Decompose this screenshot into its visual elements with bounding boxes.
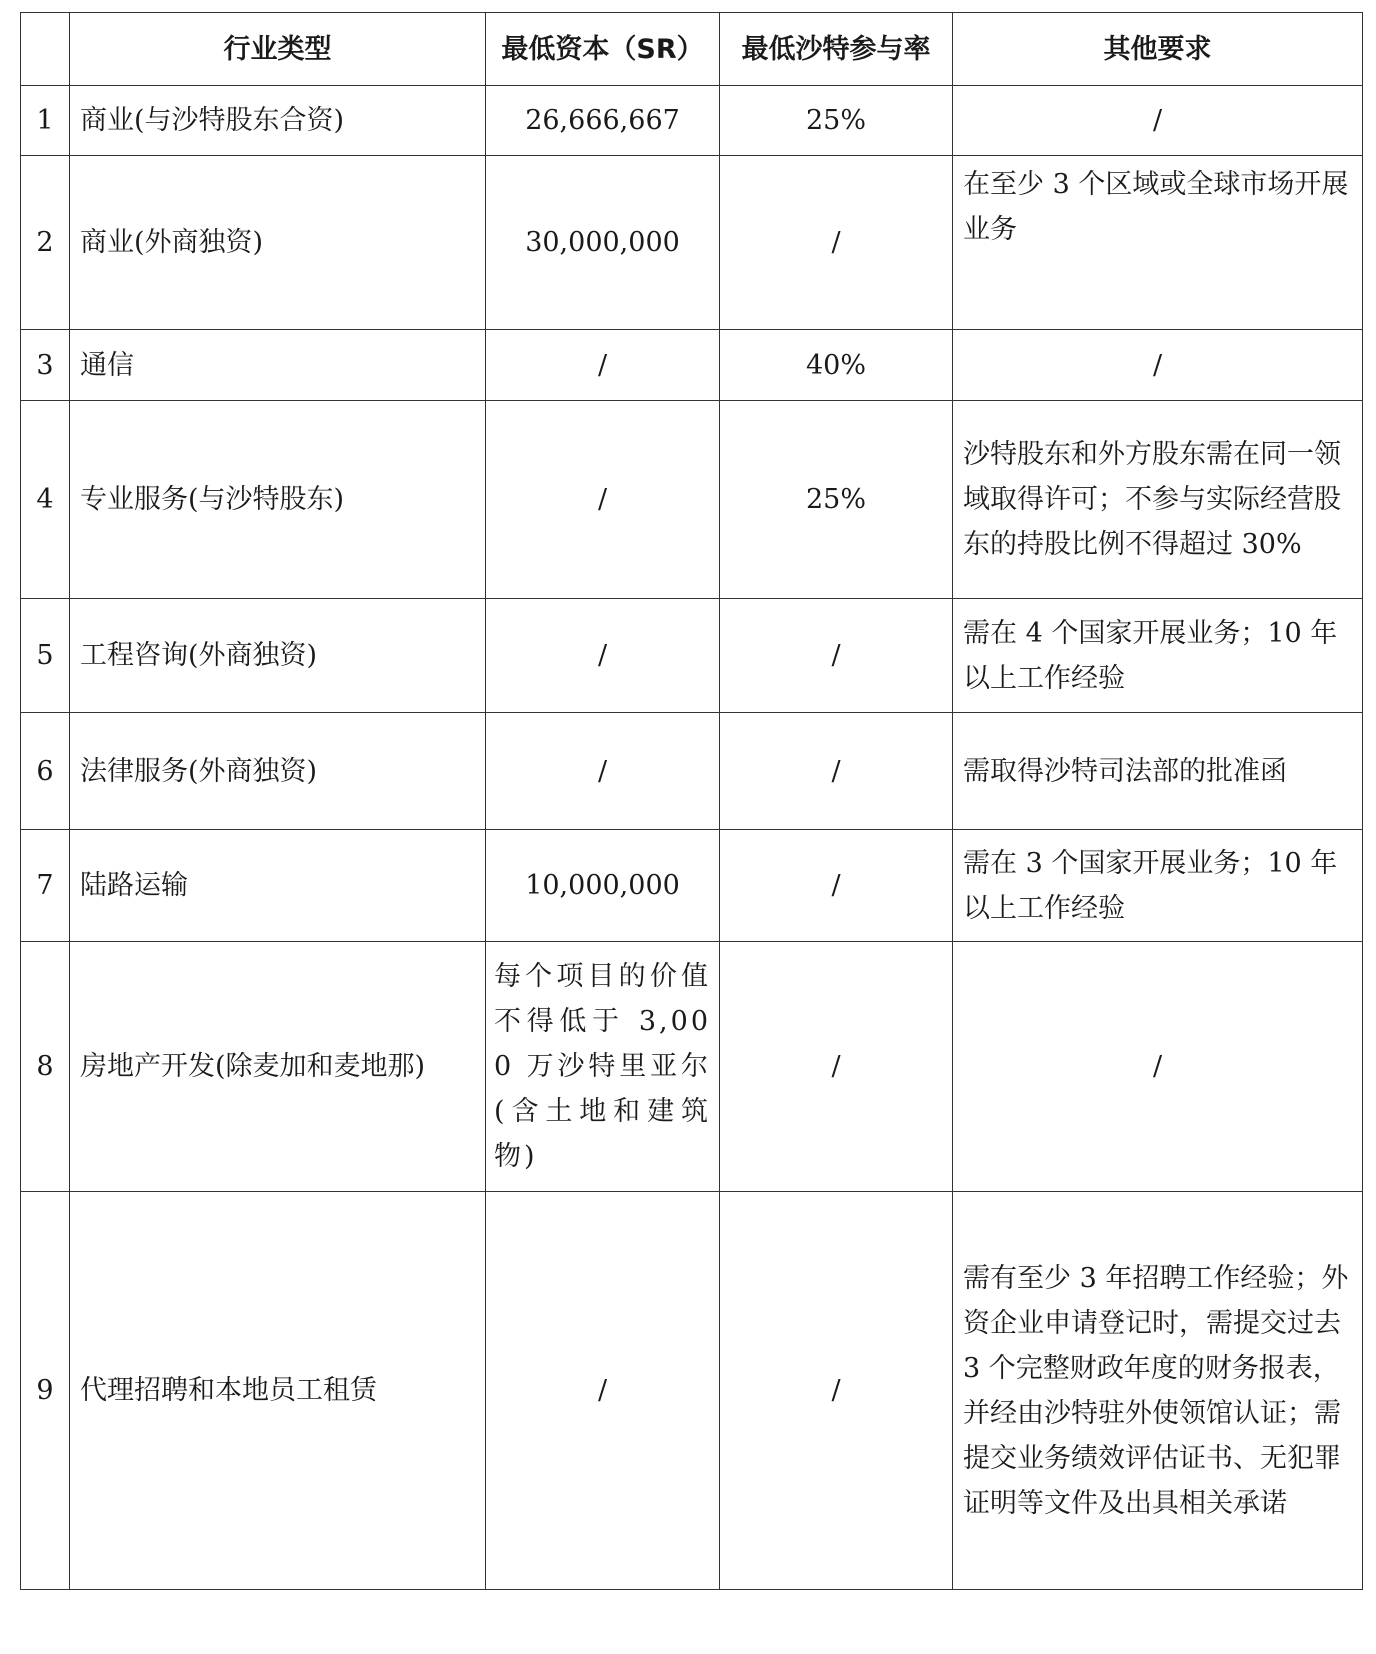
- table-header-row: [21, 13, 1363, 86]
- table-row: [21, 599, 1363, 713]
- row-industry: 法律服务(外商独资): [70, 713, 486, 830]
- row-number: 2: [21, 156, 70, 330]
- row-capital: 每个项目的价值不得低于 3,000 万沙特里亚尔(含土地和建筑物): [486, 942, 720, 1192]
- header-saudi-ratio: 最低沙特参与率: [720, 13, 953, 86]
- row-industry: 陆路运输: [70, 830, 486, 942]
- row-capital: /: [486, 713, 720, 830]
- row-capital: 26,666,667: [486, 86, 720, 156]
- row-capital: 10,000,000: [486, 830, 720, 942]
- header-other: 其他要求: [953, 13, 1363, 86]
- row-saudi-ratio: 25%: [720, 401, 953, 599]
- row-other: /: [953, 942, 1363, 1192]
- row-other: 在至少 3 个区域或全球市场开展业务: [953, 156, 1363, 330]
- row-capital: /: [486, 599, 720, 713]
- row-saudi-ratio: /: [720, 713, 953, 830]
- row-capital: /: [486, 330, 720, 401]
- row-number: 6: [21, 713, 70, 830]
- row-saudi-ratio: 40%: [720, 330, 953, 401]
- row-industry: 专业服务(与沙特股东): [70, 401, 486, 599]
- table-row: [21, 942, 1363, 1192]
- row-saudi-ratio: /: [720, 1192, 953, 1590]
- table-row: [21, 401, 1363, 599]
- row-saudi-ratio: /: [720, 830, 953, 942]
- row-other: 需在 4 个国家开展业务；10 年以上工作经验: [953, 599, 1363, 713]
- row-saudi-ratio: 25%: [720, 86, 953, 156]
- table-row: [21, 156, 1363, 330]
- row-number: 3: [21, 330, 70, 401]
- row-other: /: [953, 330, 1363, 401]
- row-capital: /: [486, 401, 720, 599]
- row-number: 9: [21, 1192, 70, 1590]
- table-row: [21, 86, 1363, 156]
- row-number: 8: [21, 942, 70, 1192]
- row-industry: 通信: [70, 330, 486, 401]
- industry-requirements-table: [20, 12, 1363, 1590]
- header-capital: 最低资本（SR）: [486, 13, 720, 86]
- row-industry: 房地产开发(除麦加和麦地那): [70, 942, 486, 1192]
- row-industry: 商业(外商独资): [70, 156, 486, 330]
- header-industry: 行业类型: [70, 13, 486, 86]
- row-other: 沙特股东和外方股东需在同一领域取得许可；不参与实际经营股东的持股比例不得超过 30%: [953, 401, 1363, 599]
- row-saudi-ratio: /: [720, 156, 953, 330]
- table-row: [21, 830, 1363, 942]
- row-industry: 工程咨询(外商独资): [70, 599, 486, 713]
- table-row: [21, 330, 1363, 401]
- row-number: 1: [21, 86, 70, 156]
- table-row: [21, 1192, 1363, 1590]
- row-other: 需有至少 3 年招聘工作经验；外资企业申请登记时，需提交过去 3 个完整财政年度的财务报表，并经由沙特驻外使领馆认证；需提交业务绩效评估证书、无犯罪证明等文件及出具相关承诺: [953, 1192, 1363, 1590]
- header-no: [21, 13, 70, 86]
- row-saudi-ratio: /: [720, 599, 953, 713]
- row-capital: 30,000,000: [486, 156, 720, 330]
- row-other: /: [953, 86, 1363, 156]
- row-other: 需在 3 个国家开展业务；10 年以上工作经验: [953, 830, 1363, 942]
- row-number: 5: [21, 599, 70, 713]
- row-saudi-ratio: /: [720, 942, 953, 1192]
- row-capital: /: [486, 1192, 720, 1590]
- row-number: 4: [21, 401, 70, 599]
- row-industry: 代理招聘和本地员工租赁: [70, 1192, 486, 1590]
- row-number: 7: [21, 830, 70, 942]
- row-industry: 商业(与沙特股东合资): [70, 86, 486, 156]
- table-row: [21, 713, 1363, 830]
- row-other: 需取得沙特司法部的批准函: [953, 713, 1363, 830]
